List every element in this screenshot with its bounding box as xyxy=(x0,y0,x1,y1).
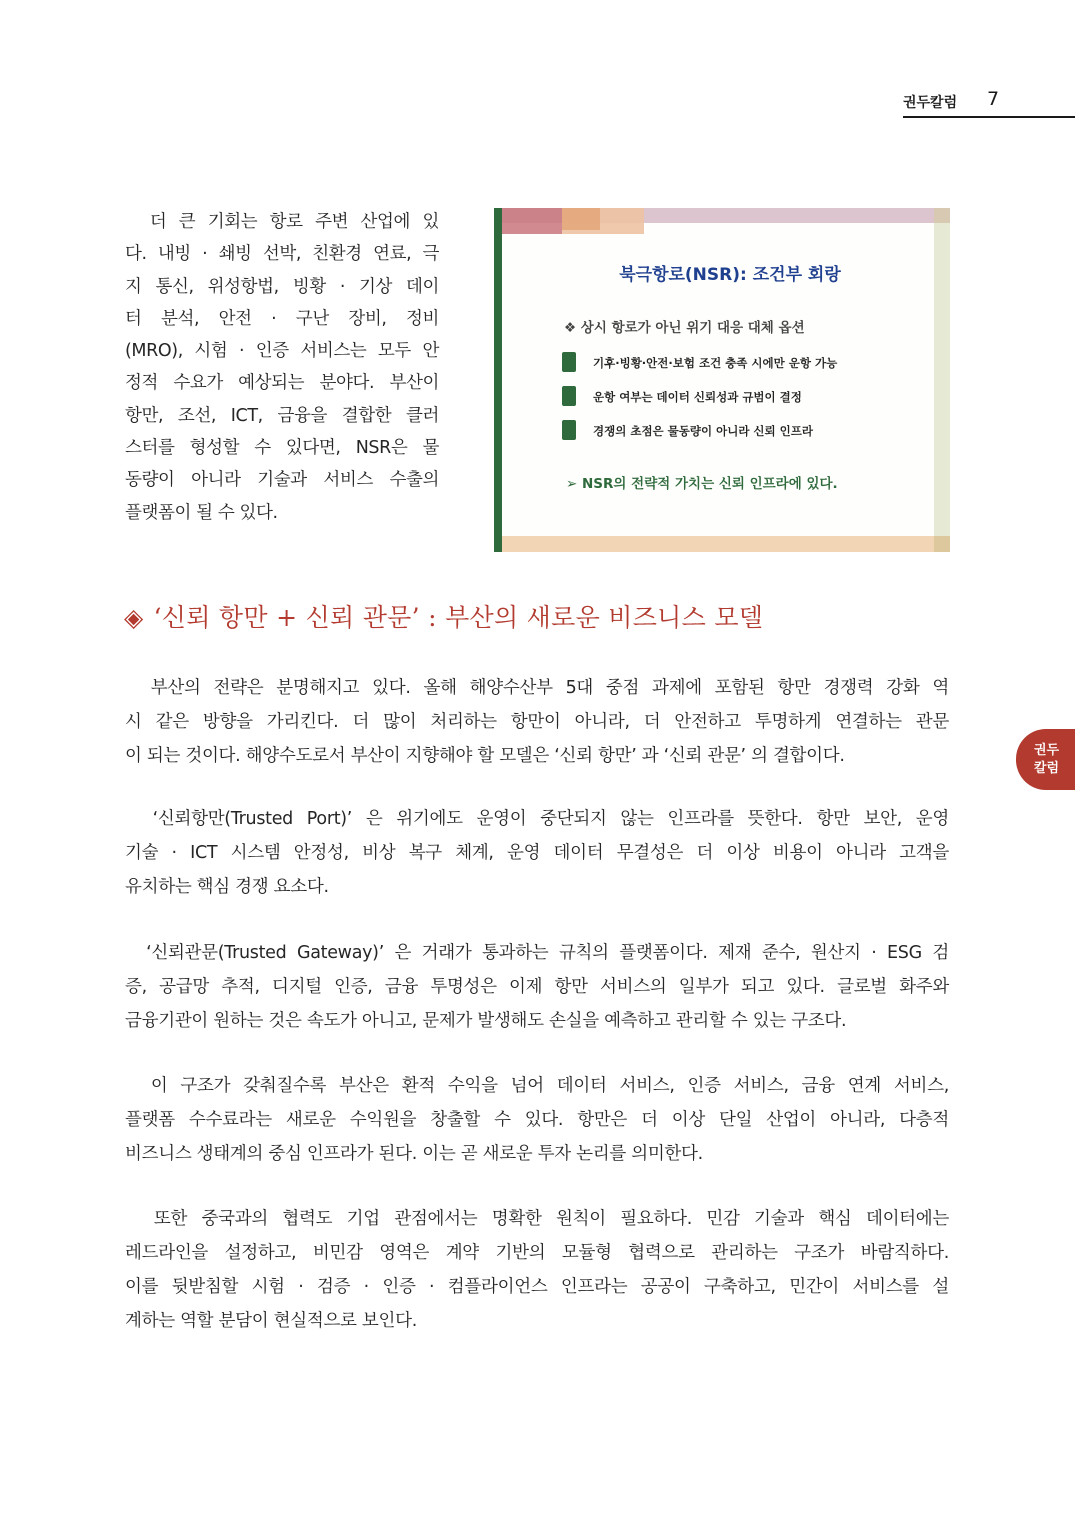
intro-line: 다. 내빙 · 쇄빙 선박, 친환경 연료, 극 xyxy=(125,244,439,265)
running-header xyxy=(903,88,1075,118)
body-paragraph xyxy=(125,936,949,1038)
paragraph-line: 계하는 역할 분담이 현실적으로 보인다. xyxy=(125,1311,417,1331)
intro-paragraph xyxy=(125,206,439,529)
paragraph-line: 시 같은 방향을 가리킨다. 더 많이 처리하는 항만이 아니라, 더 안전하고 투명하게 연결하는 관문 xyxy=(125,712,949,732)
slide-conclusion: ➢ NSR의 전략적 가치는 신뢰 인프라에 있다. xyxy=(566,476,838,492)
bullet-square-icon xyxy=(562,420,576,440)
paragraph-line: 레드라인을 설정하고, 비민감 영역은 계약 기반의 모듈형 협력으로 관리하는 구조가 바람직하다. xyxy=(125,1243,949,1263)
nsr-slide-figure xyxy=(494,208,950,552)
intro-line: 동량이 아니라 기술과 서비스 수출의 xyxy=(125,470,439,491)
paragraph-line: ‘신뢰항만(Trusted Port)’ 은 위기에도 운영이 중단되지 않는 인프라를 뜻한다. 항만 보안, 운영 xyxy=(125,809,949,829)
intro-line: 정적 수요가 예상되는 분야다. 부산이 xyxy=(125,373,439,394)
paragraph-line: 부산의 전략은 분명해지고 있다. 올해 해양수산부 5대 중점 과제에 포함된 항만 경쟁력 강화 역 xyxy=(125,678,949,698)
paragraph-line: 플랫폼 수수료라는 새로운 수익원을 창출할 수 있다. 항만은 더 이상 단일 산업이 아니라, 다층적 xyxy=(125,1110,949,1130)
paragraph-line: 이 되는 것이다. 해양수도로서 부산이 지향해야 할 모델은 ‘신뢰 항만’ 과 ‘신뢰 관문’ 의 결합이다. xyxy=(125,746,845,766)
paragraph-line: 비즈니스 생태계의 중심 인프라가 된다. 이는 곧 새로운 투자 논리를 의미한다. xyxy=(125,1144,703,1164)
slide-bottom-band xyxy=(502,536,950,552)
paragraph-line: 이 구조가 갖춰질수록 부산은 환적 수익을 넘어 데이터 서비스, 인증 서비스, 금융 연계 서비스, xyxy=(125,1076,949,1096)
slide-bullet-text: 기후·빙황·안전·보험 조건 충족 시에만 운항 가능 xyxy=(593,356,838,370)
slide-bullet-text: 운항 여부는 데이터 신뢰성과 규범이 결정 xyxy=(593,390,802,404)
paragraph-line: 이를 뒷받침할 시험 · 검증 · 인증 · 컴플라이언스 인프라는 공공이 구축하고, 민간이 서비스를 설 xyxy=(125,1277,949,1297)
diamond-bullet-icon: ◈ xyxy=(124,603,144,632)
slide-subtitle: ❖ 상시 항로가 아닌 위기 대응 대체 옵션 xyxy=(564,320,805,336)
bullet-square-icon xyxy=(562,386,576,406)
paragraph-line: 기술 · ICT 시스템 안정성, 비상 복구 체계, 운영 데이터 무결성은 더 이상 비용이 아니라 고객을 xyxy=(125,843,949,863)
paragraph-line: 증, 공급망 추적, 디지털 인증, 금융 투명성은 이제 항만 서비스의 일부가 되고 있다. 글로벌 화주와 xyxy=(125,977,949,997)
section-heading-text: ‘신뢰 항만 + 신뢰 관문’ : 부산의 새로운 비즈니스 모델 xyxy=(153,603,764,632)
body-paragraph xyxy=(125,1069,949,1171)
slide-corner xyxy=(934,536,950,552)
bullet-square-icon xyxy=(562,352,576,372)
paragraph-line: 또한 중국과의 협력도 기업 관점에서는 명확한 원칙이 필요하다. 민감 기술과 핵심 데이터에는 xyxy=(125,1209,949,1229)
body-paragraph xyxy=(125,671,949,773)
paragraph-line: ‘신뢰관문(Trusted Gateway)’ 은 거래가 통과하는 규칙의 플랫폼이다. 제재 준수, 원산지 · ESG 검 xyxy=(125,943,949,963)
slide-corner xyxy=(934,208,950,223)
slide-bullet-text: 경쟁의 초점은 물동량이 아니라 신뢰 인프라 xyxy=(593,424,813,438)
slide-title: 북극항로(NSR): 조건부 회랑 xyxy=(619,265,841,285)
intro-line: 더 큰 기회는 항로 주변 산업에 있 xyxy=(125,212,439,232)
section-heading xyxy=(124,598,763,634)
slide-decor-block xyxy=(562,208,600,230)
side-tab-line1: 권두 xyxy=(1033,742,1060,758)
intro-line: 플랫폼이 될 수 있다. xyxy=(125,502,278,523)
intro-line: 지 통신, 위성항법, 빙황 · 기상 데이 xyxy=(125,276,439,297)
intro-line: 스터를 형성할 수 있다면, NSR은 물 xyxy=(125,438,439,459)
intro-line: (MRO), 시험 · 인증 서비스는 모두 안 xyxy=(125,341,439,362)
side-tab-line2: 칼럼 xyxy=(1033,760,1060,776)
body-paragraph xyxy=(125,1202,949,1338)
intro-line: 항만, 조선, ICT, 금융을 결합한 클러 xyxy=(125,405,439,426)
column-name: 권두칼럼 xyxy=(903,95,958,111)
paragraph-line: 금융기관이 원하는 것은 속도가 아니고, 문제가 발생해도 손실을 예측하고 관리할 수 있는 구조다. xyxy=(125,1011,847,1031)
slide-decor-block xyxy=(502,208,562,234)
paragraph-line: 유치하는 핵심 경쟁 요소다. xyxy=(125,877,329,897)
page-number: 7 xyxy=(987,88,1000,110)
body-paragraph xyxy=(125,802,949,904)
intro-line: 터 분석, 안전 · 구난 장비, 정비 xyxy=(125,308,439,329)
section-side-tab xyxy=(1016,729,1075,790)
